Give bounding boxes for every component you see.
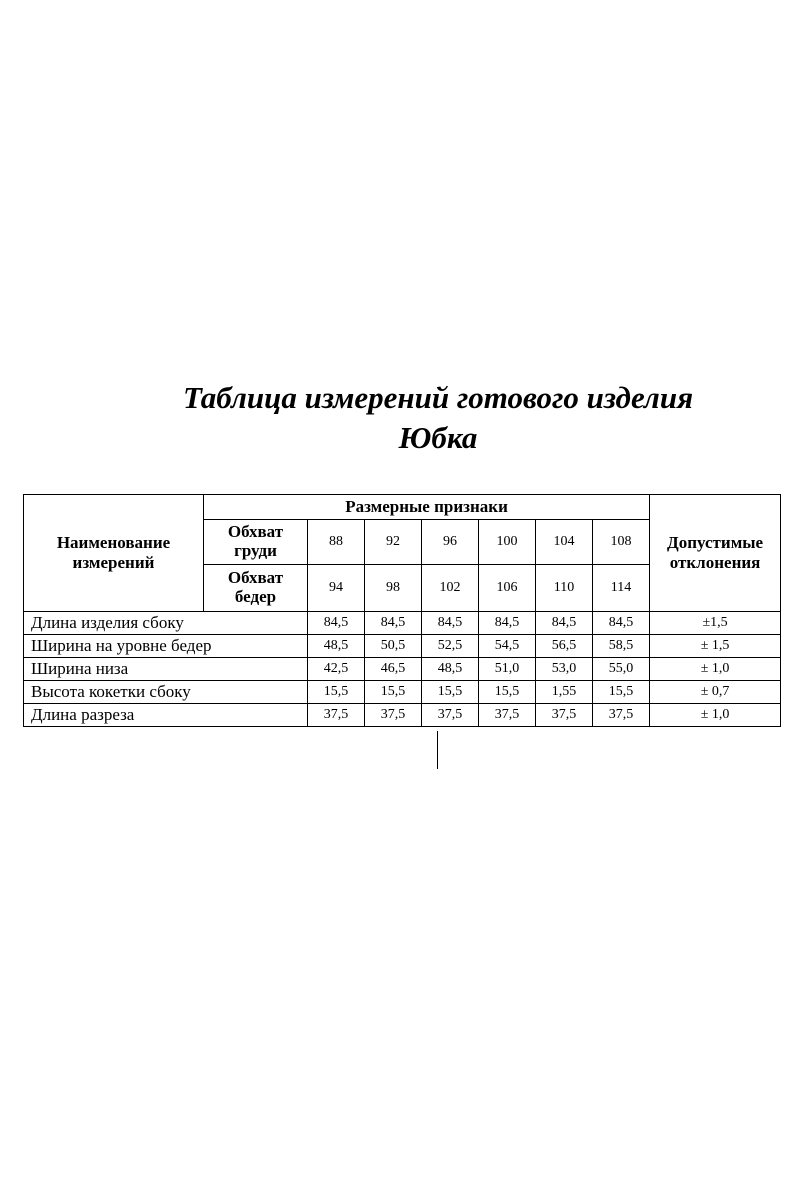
- value-cell: 84,5: [308, 612, 365, 635]
- header-chest-label: [204, 520, 308, 565]
- header-size-attributes: Размерные признаки: [204, 495, 650, 520]
- chest-size-cell: 92: [365, 520, 422, 565]
- document-title: Таблица измерений готового изделия: [182, 380, 694, 415]
- value-cell: 15,5: [308, 681, 365, 704]
- value-cell: 51,0: [479, 658, 536, 681]
- tolerance-cell: ± 1,0: [650, 658, 781, 681]
- hip-size-cell: 102: [422, 565, 479, 612]
- value-cell: 48,5: [422, 658, 479, 681]
- value-cell: 1,55: [536, 681, 593, 704]
- chest-size-cell: 96: [422, 520, 479, 565]
- value-cell: 84,5: [593, 612, 650, 635]
- tolerance-cell: ±1,5: [650, 612, 781, 635]
- value-cell: 58,5: [593, 635, 650, 658]
- value-cell: 50,5: [365, 635, 422, 658]
- value-cell: 15,5: [479, 681, 536, 704]
- chest-size-cell: 104: [536, 520, 593, 565]
- value-cell: 37,5: [308, 704, 365, 727]
- chest-size-cell: 108: [593, 520, 650, 565]
- vertical-divider-line: [437, 731, 438, 769]
- value-cell: 15,5: [365, 681, 422, 704]
- value-cell: 54,5: [479, 635, 536, 658]
- header-measurement-name-line1: Наименование: [56, 533, 171, 553]
- value-cell: 84,5: [365, 612, 422, 635]
- row-measurement-name: Длина изделия сбоку: [24, 612, 308, 635]
- measurements-table: [23, 494, 781, 727]
- value-cell: 37,5: [479, 704, 536, 727]
- value-cell: 56,5: [536, 635, 593, 658]
- header-chest-label-line2: груди: [234, 541, 277, 560]
- chest-size-cell: 100: [479, 520, 536, 565]
- table-row: [24, 681, 781, 704]
- value-cell: 37,5: [365, 704, 422, 727]
- header-tolerance-line1: Допустимые: [667, 533, 764, 553]
- row-measurement-name: Ширина на уровне бедер: [24, 635, 308, 658]
- header-tolerance: [650, 495, 781, 612]
- value-cell: 48,5: [308, 635, 365, 658]
- hip-size-cell: 98: [365, 565, 422, 612]
- row-measurement-name: Длина разреза: [24, 704, 308, 727]
- value-cell: 84,5: [422, 612, 479, 635]
- document-subtitle: Юбка: [398, 420, 478, 455]
- hip-size-cell: 110: [536, 565, 593, 612]
- hip-size-cell: 106: [479, 565, 536, 612]
- value-cell: 37,5: [593, 704, 650, 727]
- table-row: [24, 704, 781, 727]
- table-row: [24, 658, 781, 681]
- value-cell: 84,5: [479, 612, 536, 635]
- value-cell: 42,5: [308, 658, 365, 681]
- header-tolerance-line2: отклонения: [669, 553, 761, 572]
- tolerance-cell: ± 1,0: [650, 704, 781, 727]
- tolerance-cell: ± 1,5: [650, 635, 781, 658]
- header-row-sizes: [24, 495, 781, 520]
- header-measurement-name-line2: измерений: [72, 553, 155, 572]
- value-cell: 37,5: [536, 704, 593, 727]
- chest-size-cell: 88: [308, 520, 365, 565]
- value-cell: 84,5: [536, 612, 593, 635]
- header-hips-label: [204, 565, 308, 612]
- header-hips-label-line1: Обхват: [227, 568, 284, 588]
- hip-size-cell: 94: [308, 565, 365, 612]
- value-cell: 52,5: [422, 635, 479, 658]
- row-measurement-name: Ширина низа: [24, 658, 308, 681]
- header-hips-label-line2: бедер: [234, 587, 277, 606]
- value-cell: 55,0: [593, 658, 650, 681]
- header-measurement-name: [24, 495, 204, 612]
- tolerance-cell: ± 0,7: [650, 681, 781, 704]
- row-measurement-name: Высота кокетки сбоку: [24, 681, 308, 704]
- value-cell: 15,5: [422, 681, 479, 704]
- value-cell: 37,5: [422, 704, 479, 727]
- table-row: [24, 635, 781, 658]
- value-cell: 15,5: [593, 681, 650, 704]
- header-chest-label-line1: Обхват: [227, 522, 284, 542]
- value-cell: 53,0: [536, 658, 593, 681]
- table-row: [24, 612, 781, 635]
- hip-size-cell: 114: [593, 565, 650, 612]
- value-cell: 46,5: [365, 658, 422, 681]
